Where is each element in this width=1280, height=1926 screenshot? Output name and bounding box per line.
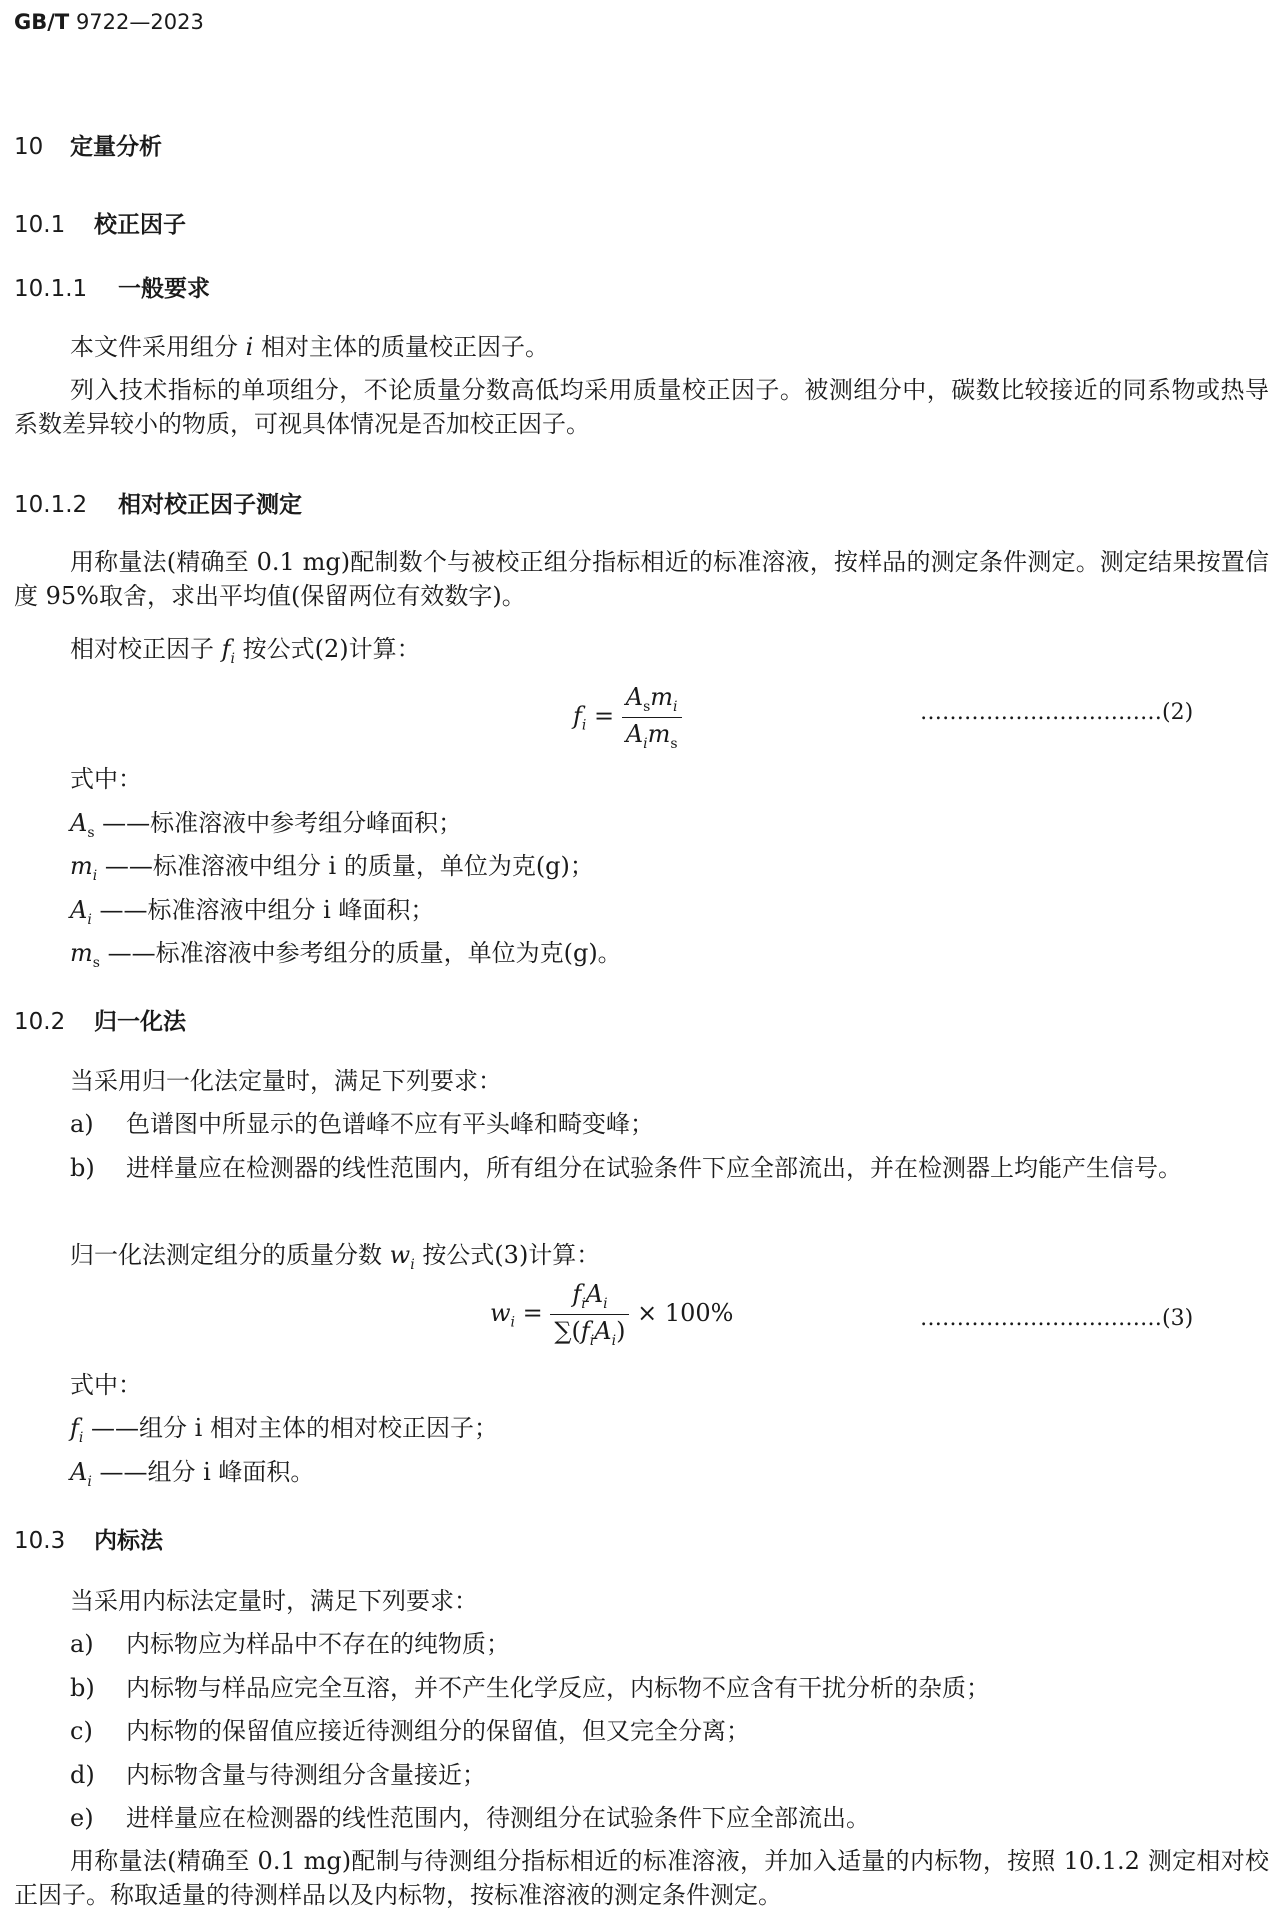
formula-3-times: × 100% xyxy=(637,1298,734,1327)
heading-10-1-1-title: 一般要求 xyxy=(118,276,210,302)
heading-10-1-2-title: 相对校正因子测定 xyxy=(118,492,302,518)
internal-standard-item-a: a) 内标物应为样品中不存在的纯物质； xyxy=(70,1630,510,1658)
definition-fi: $f_i$ ——组分 i 相对主体的相对校正因子； xyxy=(70,1414,498,1446)
heading-10-2 xyxy=(14,1003,186,1036)
general-requirement-para-2: 列入技术指标的单项组分，不论质量分数高低均采用质量校正因子。被测组分中，碳数比较接近的同系物或热导系数差异较小的物质，可视具体情况是否加校正因子。 xyxy=(14,376,1269,438)
normalization-item-b: b) 进样量应在检测器的线性范围内，所有组分在试验条件下应全部流出，并在检测器上均能产生信号。 xyxy=(70,1154,1182,1182)
heading-10-1-2 xyxy=(14,486,302,519)
standard-code: GB/T xyxy=(14,10,70,34)
page-header xyxy=(14,10,204,34)
heading-10-1-1-number: 10.1.1 xyxy=(14,276,88,302)
heading-10-number: 10 xyxy=(14,134,44,160)
heading-10-title: 定量分析 xyxy=(70,134,162,160)
formula-2-number: ……………………………(2) xyxy=(920,700,1194,725)
normalization-intro: 当采用归一化法定量时，满足下列要求： xyxy=(70,1067,502,1095)
heading-10-2-title: 归一化法 xyxy=(94,1009,186,1035)
definition-ms: $m_s$ ——标准溶液中参考组分的质量，单位为克(g)。 xyxy=(70,939,622,971)
heading-10-1-2-number: 10.1.2 xyxy=(14,492,88,518)
definition-mi: $m_i$ ——标准溶液中组分 i 的质量，单位为克(g)； xyxy=(70,852,594,884)
where-label-3: 式中： xyxy=(70,1371,142,1399)
formula-2-fraction: $\frac{A_sm_i}{A_im_s}$ xyxy=(622,683,682,752)
formula-3: $w_i$ = $\frac{f_iA_i}{\sum(f_iA_i)}$ × 100% xyxy=(490,1280,734,1349)
formula-3-intro: 归一化法测定组分的质量分数 $w_i$ 按公式(3)计算： xyxy=(70,1241,601,1273)
heading-10-1-1 xyxy=(14,270,210,303)
internal-standard-intro: 当采用内标法定量时，满足下列要求： xyxy=(70,1587,478,1615)
heading-10-2-number: 10.2 xyxy=(14,1009,66,1035)
heading-10-3-number: 10.3 xyxy=(14,1528,66,1554)
internal-standard-item-c: c) 内标物的保留值应接近待测组分的保留值，但又完全分离； xyxy=(70,1717,750,1745)
formula-3-fraction: $\frac{f_iA_i}{\sum(f_iA_i)}$ xyxy=(550,1280,629,1349)
heading-10-1-number: 10.1 xyxy=(14,212,66,238)
calibration-method-para: 用称量法(精确至 0.1 mg)配制数个与被校正组分指标相近的标准溶液，按样品的测定条件测定。测定结果按置信度 95%取舍，求出平均值(保留两位有效数字)。 xyxy=(14,548,1269,610)
heading-10 xyxy=(14,128,162,161)
where-label-2: 式中： xyxy=(70,765,142,793)
internal-standard-item-d: d) 内标物含量与待测组分含量接近； xyxy=(70,1761,486,1789)
heading-10-3 xyxy=(14,1522,163,1555)
definition-Ai: $A_i$ ——标准溶液中组分 i 峰面积； xyxy=(70,896,435,928)
internal-standard-item-b: b) 内标物与样品应完全互溶，并不产生化学反应，内标物不应含有干扰分析的杂质； xyxy=(70,1674,990,1702)
normalization-item-a: a) 色谱图中所显示的色谱峰不应有平头峰和畸变峰； xyxy=(70,1110,654,1138)
formula-3-number: ……………………………(3) xyxy=(920,1306,1194,1331)
heading-10-3-title: 内标法 xyxy=(94,1528,163,1554)
formula-2-intro: 相对校正因子 $f_i$ 按公式(2)计算： xyxy=(70,635,421,667)
heading-10-1 xyxy=(14,206,186,239)
internal-standard-item-e: e) 进样量应在检测器的线性范围内，待测组分在试验条件下应全部流出。 xyxy=(70,1804,870,1832)
definition-Ai-2: $A_i$ ——组分 i 峰面积。 xyxy=(70,1458,315,1490)
heading-10-1-title: 校正因子 xyxy=(94,212,186,238)
standard-number: 9722—2023 xyxy=(75,10,204,34)
definition-As: $A_s$ ——标准溶液中参考组分峰面积； xyxy=(70,809,463,841)
general-requirement-para-1: 本文件采用组分 i 相对主体的质量校正因子。 xyxy=(70,333,549,361)
formula-2: $f_i$ = $\frac{A_sm_i}{A_im_s}$ xyxy=(573,683,682,752)
internal-standard-method-para: 用称量法(精确至 0.1 mg)配制与待测组分指标相近的标准溶液，并加入适量的内标物，按照 10.1.2 测定相对校正因子。称取适量的待测样品以及内标物，按标准溶液的测定条件测定。 xyxy=(14,1847,1269,1909)
